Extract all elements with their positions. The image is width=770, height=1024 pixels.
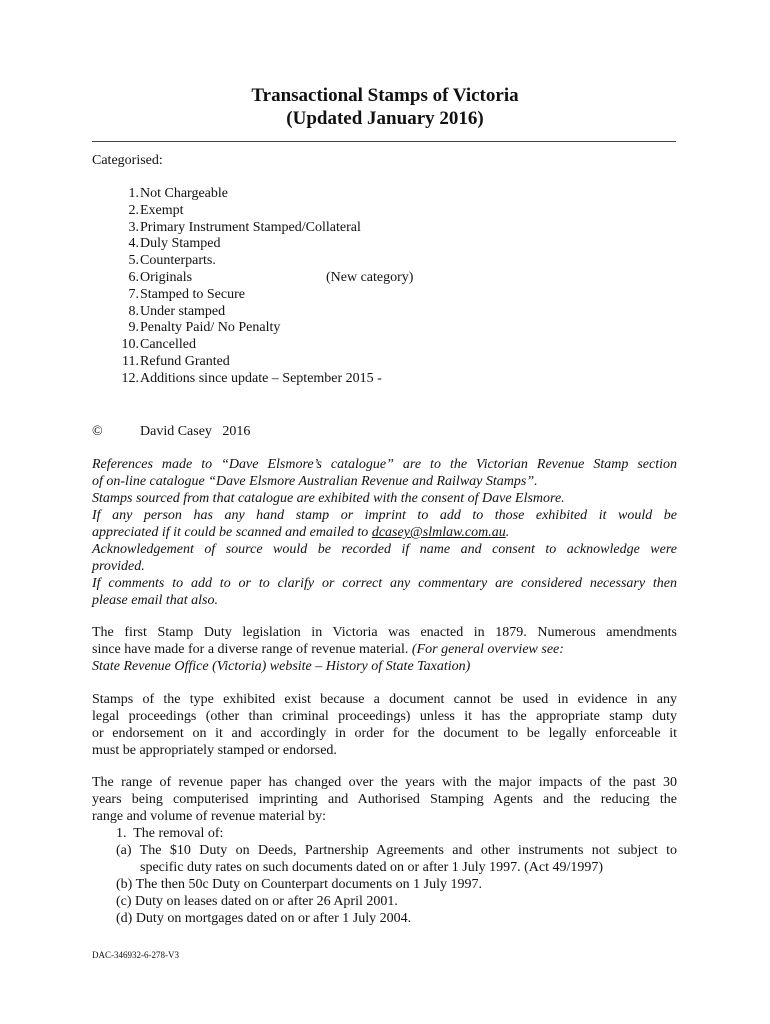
history-text: since have made for a diverse range of revenue material. [92,642,412,657]
list-item [114,186,228,203]
list-item [114,286,245,304]
list-item-label: Originals [140,269,193,285]
list-item-number: 8. [128,303,139,319]
range-line: years being computerised imprinting and Authorised Stamping Agents and the reducing the [92,792,677,807]
copyright-symbol: © [92,424,103,439]
history-line [92,641,677,658]
references-text: . [505,525,510,540]
list-item-label: Duly Stamped [140,236,221,252]
list-item [114,370,382,388]
list-item [114,269,414,287]
list-item [114,219,361,237]
list-item-number: 5. [128,253,139,269]
email-link[interactable]: dcasey@slmlaw.com.au [371,525,506,540]
list-item-number: 1. [128,186,139,201]
list-item-label: Penalty Paid/ No Penalty [140,320,281,336]
references-paragraph [92,456,677,609]
document-subtitle: (Updated January 2016) [286,108,484,129]
category-list [114,186,414,388]
new-category-note: (New category) [326,269,414,285]
categorised-label: Categorised: [92,153,163,168]
purpose-paragraph [92,691,677,759]
purpose-line: or endorsement on it and accordingly in order for the document to be legally enforceable it [92,726,677,741]
list-item-label: Stamped to Secure [140,286,245,302]
history-reference: (For general overview see: [411,642,564,657]
history-line: The first Stamp Duty legislation in Victoria was enacted in 1879. Numerous amendments [92,625,677,640]
purpose-line: Stamps of the type exhibited exist because a document cannot be used in evidence in any [92,692,677,707]
copyright-text: David Casey 2016 [140,424,251,439]
list-item-label: Additions since update – September 2015 - [140,370,382,386]
list-item-label: Refund Granted [140,353,230,369]
list-item-label: Counterparts. [140,253,216,269]
list-item-label: Exempt [140,202,184,218]
references-line: If comments to add to or to clarify or correct any commentary are considered necessary then [92,576,677,591]
references-line: References made to “Dave Elsmore’s catalogue” are to the Victorian Revenue Stamp section [92,457,677,472]
list-item [114,337,196,354]
list-item-label: Under stamped [140,303,226,319]
references-line: provided. [92,559,145,574]
document-code: DAC-346932-6-278-V3 [92,950,179,960]
list-item-number: 3. [128,219,139,235]
removal-subitem-a: (a) The $10 Duty on Deeds, Partnership Agreements and other instruments not subject to [116,843,677,858]
removal-subitem-c: (c) Duty on leases dated on or after 26 April 2001. [116,894,398,909]
list-item-number: 9. [128,320,139,336]
document-title: Transactional Stamps of Victoria [251,85,519,106]
list-item [114,236,221,253]
references-line: of on-line catalogue “Dave Elsmore Australian Revenue and Railway Stamps”. [92,474,538,489]
references-line: If any person has any hand stamp or imprint to add to those exhibited it would be [92,508,677,523]
list-item-label: Cancelled [140,337,196,353]
list-item-number: 6. [128,269,139,285]
list-item-label: Primary Instrument Stamped/Collateral [140,219,361,235]
removal-subitem-b: (b) The then 50c Duty on Counterpart documents on 1 July 1997. [116,877,483,892]
range-paragraph [92,774,677,825]
references-line [92,524,677,541]
range-line: range and volume of revenue material by: [92,809,327,824]
references-line: Acknowledgement of source would be recorded if name and consent to acknowledge were [92,542,677,557]
list-item [114,320,281,337]
references-text: appreciated if it could be scanned and emailed to [92,525,372,540]
list-item-number: 11. [122,353,139,369]
references-line: please email that also. [92,593,218,608]
list-item-number: 4. [128,236,139,252]
history-line: State Revenue Office (Victoria) website – History of State Taxation) [92,659,471,674]
list-item [114,202,184,220]
list-item-number: 7. [128,286,139,302]
purpose-line: legal proceedings (other than criminal proceedings) unless it has the appropriate stamp duty [92,709,677,724]
removal-subitem-a-cont: specific duty rates on such documents dated on or after 1 July 1997. (Act 49/1997) [140,860,604,875]
range-line: The range of revenue paper has changed over the years with the major impacts of the past 30 [92,775,677,790]
references-line: Stamps sourced from that catalogue are exhibited with the consent of Dave Elsmore. [92,491,565,506]
history-paragraph [92,624,677,675]
title-divider [92,141,676,142]
list-item [114,353,230,371]
list-item [114,253,216,270]
list-item-number: 10. [121,337,139,353]
purpose-line: must be appropriately stamped or endorsed. [92,743,337,758]
list-item [114,303,226,321]
removal-item: 1. The removal of: [116,826,224,841]
list-item-number: 12. [121,370,139,386]
removal-subitem-d: (d) Duty on mortgages dated on or after 1 July 2004. [116,911,412,926]
list-item-label: Not Chargeable [140,186,228,201]
list-item-number: 2. [128,202,139,218]
